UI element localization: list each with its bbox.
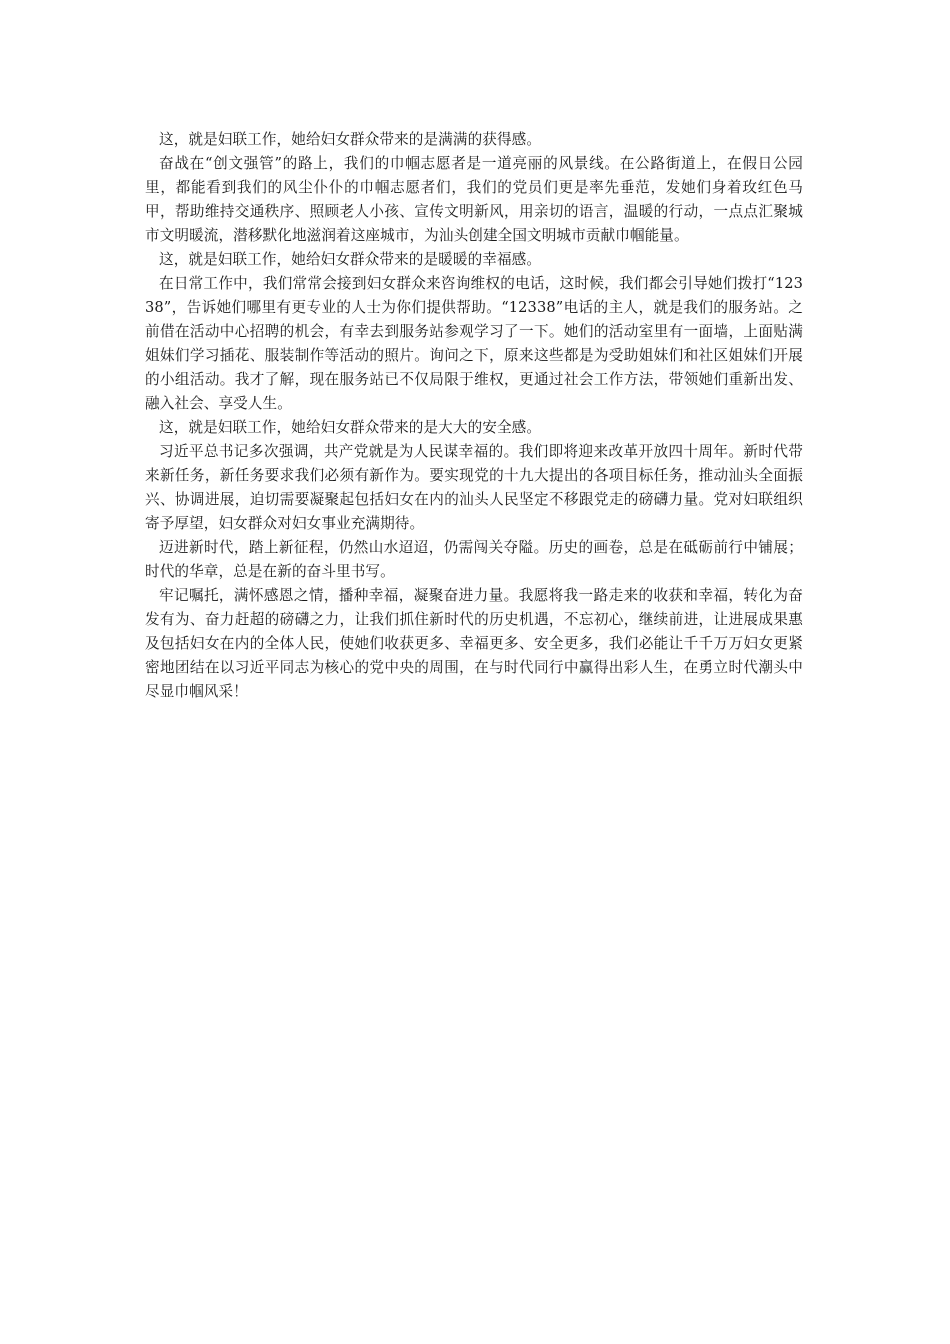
paragraph: 奋战在“创文强管”的路上，我们的巾帼志愿者是一道亮丽的风景线。在公路街道上，在假日公园里，都能看到我们的风尘仆仆的巾帼志愿者们，我们的党员们更是率先垂范，发她们身着玫红色马甲，帮助维持交通秩序、照顾老人小孩、宣传文明新风，用亲切的语言，温暖的行动，一点点汇聚城市文明暖流，潜移默化地滋润着这座城市，为汕头创建全国文明城市贡献巾帼能量。 bbox=[145, 155, 803, 244]
paragraph: 习近平总书记多次强调，共产党就是为人民谋幸福的。我们即将迎来改革开放四十周年。新时代带来新任务，新任务要求我们必须有新作为。要实现党的十九大提出的各项目标任务，推动汕头全面振兴、协调进展，迫切需要凝聚起包括妇女在内的汕头人民坚定不移跟党走的磅礴力量。党对妇联组织寄予厚望，妇女群众对妇女事业充满期待。 bbox=[145, 443, 803, 532]
paragraph: 牢记嘱托，满怀感恩之情，播种幸福，凝聚奋进力量。我愿将我一路走来的收获和幸福，转化为奋发有为、奋力赶超的磅礴之力，让我们抓住新时代的历史机遇，不忘初心，继续前进，让进展成果惠及包括妇女在内的全体人民，使她们收获更多、幸福更多、安全更多，我们必能让千千万万妇女更紧密地团结在以习近平同志为核心的党中央的周围，在与时代同行中赢得出彩人生，在勇立时代潮头中尽显巾帼风采！ bbox=[145, 587, 803, 700]
paragraph: 这，就是妇联工作，她给妇女群众带来的是暖暖的幸福感。 bbox=[159, 251, 542, 268]
paragraph: 在日常工作中，我们常常会接到妇女群众来咨询维权的电话，这时候，我们都会引导她们拨打“12338”，告诉她们哪里有更专业的人士为你们提供帮助。“12338”电话的主人，就是我们的服务站。之前借在活动中心招聘的机会，有幸去到服务站参观学习了一下。她们的活动室里有一面墙，上面贴满姐妹们学习插花、服装制作等活动的照片。询问之下，原来这些都是为受助姐妹们和社区姐妹们开展的小组活动。我才了解，现在服务站已不仅局限于维权，更通过社会工作方法，带领她们重新出发、融入社会、享受人生。 bbox=[145, 275, 803, 412]
paragraph: 迈进新时代，踏上新征程，仍然山水迢迢，仍需闯关夺隘。历史的画卷，总是在砥砺前行中铺展；时代的华章，总是在新的奋斗里书写。 bbox=[145, 539, 803, 580]
document-body bbox=[145, 128, 803, 704]
paragraph: 这，就是妇联工作，她给妇女群众带来的是大大的安全感。 bbox=[159, 419, 542, 436]
paragraph: 这，就是妇联工作，她给妇女群众带来的是满满的获得感。 bbox=[159, 131, 542, 148]
